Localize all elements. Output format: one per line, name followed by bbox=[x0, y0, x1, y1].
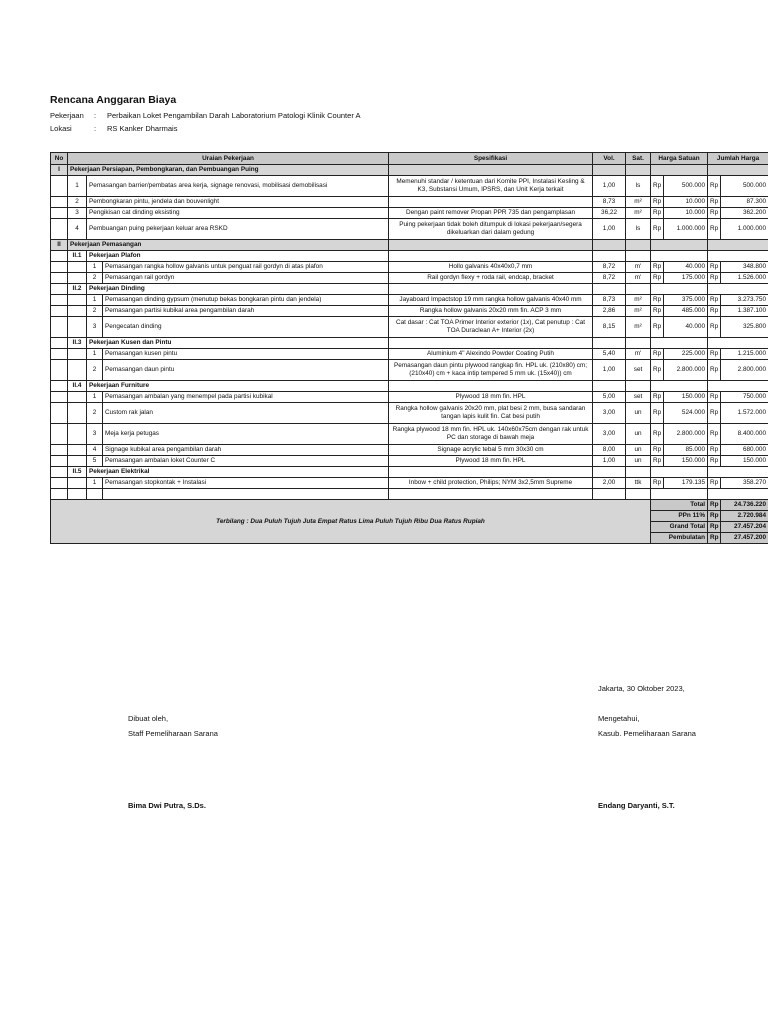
item-harga: 1.000.000 bbox=[664, 219, 708, 240]
item-sat: un bbox=[626, 424, 651, 445]
item-spek: Rangka hollow galvanis 20x20 mm fin. ACP 3 mm bbox=[389, 306, 593, 317]
item-rp: Rp bbox=[651, 403, 664, 424]
item-no: 2 bbox=[87, 403, 103, 424]
item-rp: Rp bbox=[651, 445, 664, 456]
item-vol: 2,00 bbox=[593, 478, 626, 489]
item-rp: Rp bbox=[651, 424, 664, 445]
item-uraian: Pemasangan ambalan yang menempel pada partisi kubikal bbox=[103, 392, 389, 403]
item-rp: Rp bbox=[708, 262, 721, 273]
item-harga: 500.000 bbox=[664, 176, 708, 197]
item-sat: un bbox=[626, 403, 651, 424]
item-rp: Rp bbox=[708, 456, 721, 467]
item-harga: 225.000 bbox=[664, 349, 708, 360]
item-jumlah: 2.800.000 bbox=[721, 360, 768, 381]
spacer-row bbox=[51, 489, 768, 500]
item-rp: Rp bbox=[651, 317, 664, 338]
col-header: Spesifikasi bbox=[389, 153, 593, 165]
item-sat: m² bbox=[626, 317, 651, 338]
subsection-row bbox=[51, 284, 768, 295]
item-vol: 8,73 bbox=[593, 295, 626, 306]
item-no: 1 bbox=[87, 349, 103, 360]
item-spek: Jayaboard Impactstop 19 mm rangka hollow galvanis 40x40 mm bbox=[389, 295, 593, 306]
table-row bbox=[51, 262, 768, 273]
item-vol: 3,00 bbox=[593, 424, 626, 445]
item-rp: Rp bbox=[708, 176, 721, 197]
item-sat: un bbox=[626, 445, 651, 456]
item-uraian: Pembongkaran pintu, jendela dan bouvenlight bbox=[87, 197, 389, 208]
item-rp: Rp bbox=[708, 197, 721, 208]
item-rp: Rp bbox=[651, 176, 664, 197]
item-jumlah: 362.200 bbox=[721, 208, 768, 219]
meta-label: Lokasi bbox=[50, 124, 72, 133]
item-uraian: Pemasangan daun pintu bbox=[103, 360, 389, 381]
item-sat: m² bbox=[626, 208, 651, 219]
item-rp: Rp bbox=[708, 208, 721, 219]
table-row bbox=[51, 176, 768, 197]
subsection-label: Pekerjaan Kusen dan Pintu bbox=[87, 338, 389, 349]
item-harga: 40.000 bbox=[664, 262, 708, 273]
table-header-row bbox=[51, 153, 768, 165]
item-rp: Rp bbox=[708, 306, 721, 317]
ppn-rp: Rp bbox=[708, 511, 721, 522]
item-sat: m' bbox=[626, 262, 651, 273]
table-row bbox=[51, 349, 768, 360]
subsection-label: Pekerjaan Dinding bbox=[87, 284, 389, 295]
table-row bbox=[51, 273, 768, 284]
item-spek: Plywood 18 mm fin. HPL bbox=[389, 392, 593, 403]
table-row bbox=[51, 295, 768, 306]
subsection-no: II.1 bbox=[68, 251, 87, 262]
item-no: 4 bbox=[87, 445, 103, 456]
table-row bbox=[51, 445, 768, 456]
table-row bbox=[51, 424, 768, 445]
item-vol: 1,00 bbox=[593, 456, 626, 467]
item-harga: 175.000 bbox=[664, 273, 708, 284]
item-sat: ls bbox=[626, 219, 651, 240]
grand-total-label: Grand Total bbox=[651, 522, 708, 533]
item-rp: Rp bbox=[651, 197, 664, 208]
item-rp: Rp bbox=[708, 360, 721, 381]
item-spek: Puing pekerjaan tidak boleh ditumpuk di lokasi pekerjaan/segera dikeluarkan dari dalam gedung bbox=[389, 219, 593, 240]
item-jumlah: 1.387.100 bbox=[721, 306, 768, 317]
item-no: 2 bbox=[87, 273, 103, 284]
item-harga: 10.000 bbox=[664, 197, 708, 208]
col-header: Harga Satuan bbox=[651, 153, 708, 165]
item-jumlah: 1.000.000 bbox=[721, 219, 768, 240]
item-no: 1 bbox=[87, 478, 103, 489]
table-row bbox=[51, 219, 768, 240]
item-rp: Rp bbox=[708, 392, 721, 403]
col-header: No bbox=[51, 153, 68, 165]
item-sat: m² bbox=[626, 306, 651, 317]
item-harga: 485.000 bbox=[664, 306, 708, 317]
item-spek: Signage acrylic tebal 5 mm 30x30 cm bbox=[389, 445, 593, 456]
item-rp: Rp bbox=[651, 456, 664, 467]
signature-right-role: Mengetahui, bbox=[598, 714, 640, 723]
item-rp: Rp bbox=[708, 349, 721, 360]
item-harga: 179.135 bbox=[664, 478, 708, 489]
item-vol: 2,86 bbox=[593, 306, 626, 317]
item-no: 4 bbox=[68, 219, 87, 240]
item-spek: Aluminium 4" Alexindo Powder Coating Putih bbox=[389, 349, 593, 360]
item-sat: set bbox=[626, 360, 651, 381]
item-spek: Plywood 18 mm fin. HPL bbox=[389, 456, 593, 467]
item-rp: Rp bbox=[708, 478, 721, 489]
item-no: 1 bbox=[68, 176, 87, 197]
item-no: 3 bbox=[68, 208, 87, 219]
grand-total-rp: Rp bbox=[708, 522, 721, 533]
item-vol: 8,00 bbox=[593, 445, 626, 456]
item-rp: Rp bbox=[708, 403, 721, 424]
item-sat: m² bbox=[626, 295, 651, 306]
item-jumlah: 358.270 bbox=[721, 478, 768, 489]
subsection-no: II.3 bbox=[68, 338, 87, 349]
col-header: Uraian Pekerjaan bbox=[68, 153, 389, 165]
item-sat: ls bbox=[626, 176, 651, 197]
item-spek: Cat dasar : Cat TOA Primer Interior exterior (1x), Cat penutup : Cat TOA Duraclean A+ Interior (2x) bbox=[389, 317, 593, 338]
pembulatan-label: Pembulatan bbox=[651, 533, 708, 544]
section-no: I bbox=[51, 165, 68, 176]
signature-left-role: Dibuat oleh, bbox=[128, 714, 169, 723]
item-rp: Rp bbox=[651, 360, 664, 381]
total-label: Total bbox=[651, 500, 708, 511]
item-harga: 150.000 bbox=[664, 392, 708, 403]
signature-right-name: Endang Daryanti, S.T. bbox=[598, 801, 675, 810]
item-vol: 1,00 bbox=[593, 360, 626, 381]
item-harga: 2.800.000 bbox=[664, 424, 708, 445]
item-vol: 8,72 bbox=[593, 273, 626, 284]
item-vol: 36,22 bbox=[593, 208, 626, 219]
item-vol: 8,73 bbox=[593, 197, 626, 208]
item-spek: Rangka plywood 18 mm fin. HPL uk. 140x60x75cm dengan rak untuk PC dan storage di bawah meja bbox=[389, 424, 593, 445]
item-jumlah: 87.300 bbox=[721, 197, 768, 208]
item-uraian: Pemasangan rail gordyn bbox=[103, 273, 389, 284]
item-spek: Dengan paint remover Propan PPR 735 dan pengamplasan bbox=[389, 208, 593, 219]
item-uraian: Pemasangan barrier/pembatas area kerja, signage renovasi, mobilisasi demobilisasi bbox=[87, 176, 389, 197]
item-uraian: Pengecatan dinding bbox=[103, 317, 389, 338]
item-rp: Rp bbox=[708, 295, 721, 306]
item-harga: 85.000 bbox=[664, 445, 708, 456]
item-sat: m' bbox=[626, 349, 651, 360]
terbilang: Terbilang : Dua Puluh Tujuh Juta Empat Ratus Lima Puluh Tujuh Ribu Dua Ratus Rupiah bbox=[51, 500, 651, 544]
item-no: 1 bbox=[87, 262, 103, 273]
item-uraian: Pemasangan partisi kubikal area pengambilan darah bbox=[103, 306, 389, 317]
item-rp: Rp bbox=[651, 262, 664, 273]
section-row bbox=[51, 165, 768, 176]
ppn-label: PPn 11% bbox=[651, 511, 708, 522]
item-rp: Rp bbox=[708, 317, 721, 338]
item-vol: 5,40 bbox=[593, 349, 626, 360]
item-jumlah: 325.800 bbox=[721, 317, 768, 338]
meta-colon: : bbox=[94, 111, 97, 120]
item-uraian: Pembuangan puing pekerjaan keluar area RSKD bbox=[87, 219, 389, 240]
subsection-label: Pekerjaan Elektrikal bbox=[87, 467, 389, 478]
subsection-no: II.4 bbox=[68, 381, 87, 392]
item-jumlah: 1.572.000 bbox=[721, 403, 768, 424]
item-jumlah: 750.000 bbox=[721, 392, 768, 403]
item-rp: Rp bbox=[651, 219, 664, 240]
item-vol: 1,00 bbox=[593, 176, 626, 197]
item-spek: Rail gordyn flexy + roda rail, endcap, bracket bbox=[389, 273, 593, 284]
pembulatan-value: 27.457.200 bbox=[721, 533, 768, 544]
section-row bbox=[51, 240, 768, 251]
item-no: 2 bbox=[87, 306, 103, 317]
table-row bbox=[51, 392, 768, 403]
subsection-no: II.5 bbox=[68, 467, 87, 478]
total-value: 24.736.220 bbox=[721, 500, 768, 511]
item-spek: Memenuhi standar / ketentuan dari Komite PPI, Instalasi Kesling & K3, Substansi Umum, IPSRS, dan Unit Kerja terkait bbox=[389, 176, 593, 197]
item-vol: 1,00 bbox=[593, 219, 626, 240]
table-row bbox=[51, 478, 768, 489]
item-spek bbox=[389, 197, 593, 208]
item-rp: Rp bbox=[651, 306, 664, 317]
item-uraian: Pemasangan ambalan loket Counter C bbox=[103, 456, 389, 467]
item-rp: Rp bbox=[651, 478, 664, 489]
meta-value: Perbaikan Loket Pengambilan Darah Laboratorium Patologi Klinik Counter A bbox=[107, 111, 361, 120]
item-sat: m' bbox=[626, 273, 651, 284]
item-uraian: Pengikisan cat dinding eksisting bbox=[87, 208, 389, 219]
item-sat: m² bbox=[626, 197, 651, 208]
rab-table bbox=[50, 152, 768, 544]
item-rp: Rp bbox=[651, 295, 664, 306]
meta-label: Pekerjaan bbox=[50, 111, 84, 120]
item-harga: 10.000 bbox=[664, 208, 708, 219]
item-uraian: Pemasangan stopkontak + Instalasi bbox=[103, 478, 389, 489]
table-row bbox=[51, 306, 768, 317]
item-jumlah: 150.000 bbox=[721, 456, 768, 467]
item-harga: 150.000 bbox=[664, 456, 708, 467]
item-rp: Rp bbox=[708, 273, 721, 284]
subsection-row bbox=[51, 251, 768, 262]
item-spek: Pemasangan daun pintu plywood rangkap fin. HPL uk. (210x80) cm; (210x40) cm + kaca intip tempered 5 mm uk. (15x40)) cm bbox=[389, 360, 593, 381]
item-harga: 524.000 bbox=[664, 403, 708, 424]
signature-left-name: Bima Dwi Putra, S.Ds. bbox=[128, 801, 206, 810]
total-rp: Rp bbox=[708, 500, 721, 511]
signature-right-position: Kasub. Pemeliharaan Sarana bbox=[598, 729, 696, 738]
item-vol: 8,15 bbox=[593, 317, 626, 338]
item-no: 2 bbox=[87, 360, 103, 381]
grand-total-value: 27.457.204 bbox=[721, 522, 768, 533]
item-rp: Rp bbox=[651, 349, 664, 360]
subsection-label: Pekerjaan Plafon bbox=[87, 251, 389, 262]
table-row bbox=[51, 360, 768, 381]
table-row bbox=[51, 317, 768, 338]
item-jumlah: 8.400.000 bbox=[721, 424, 768, 445]
section-label: Pekerjaan Persiapan, Pembongkaran, dan Pembuangan Puing bbox=[68, 165, 389, 176]
subsection-label: Pekerjaan Furniture bbox=[87, 381, 389, 392]
document-title: Rencana Anggaran Biaya bbox=[50, 94, 177, 106]
item-vol: 3,00 bbox=[593, 403, 626, 424]
section-no: II bbox=[51, 240, 68, 251]
item-jumlah: 680.000 bbox=[721, 445, 768, 456]
item-no: 1 bbox=[87, 392, 103, 403]
item-jumlah: 1.526.000 bbox=[721, 273, 768, 284]
meta-value: RS Kanker Dharmais bbox=[107, 124, 178, 133]
pembulatan-rp: Rp bbox=[708, 533, 721, 544]
table-row bbox=[51, 456, 768, 467]
item-no: 2 bbox=[68, 197, 87, 208]
item-rp: Rp bbox=[651, 392, 664, 403]
subsection-row bbox=[51, 467, 768, 478]
item-harga: 375.000 bbox=[664, 295, 708, 306]
item-uraian: Meja kerja petugas bbox=[103, 424, 389, 445]
col-header: Jumlah Harga bbox=[708, 153, 768, 165]
item-vol: 8,72 bbox=[593, 262, 626, 273]
subsection-row bbox=[51, 338, 768, 349]
item-vol: 5,00 bbox=[593, 392, 626, 403]
total-row bbox=[51, 500, 768, 511]
item-no: 1 bbox=[87, 295, 103, 306]
item-rp: Rp bbox=[708, 445, 721, 456]
item-spek: Hollo galvanis 40x40x0,7 mm bbox=[389, 262, 593, 273]
item-rp: Rp bbox=[708, 424, 721, 445]
item-rp: Rp bbox=[651, 273, 664, 284]
item-spek: Inbow + child protection, Philips; NYM 3x2,5mm Supreme bbox=[389, 478, 593, 489]
table-row bbox=[51, 208, 768, 219]
item-jumlah: 3.273.750 bbox=[721, 295, 768, 306]
item-spek: Rangka hollow galvanis 20x20 mm, plat besi 2 mm, busa sandaran tangan lapis kulit fin. Cat besi putih bbox=[389, 403, 593, 424]
table-row bbox=[51, 197, 768, 208]
item-jumlah: 348.800 bbox=[721, 262, 768, 273]
signature-left-position: Staff Pemeliharaan Sarana bbox=[128, 729, 218, 738]
item-rp: Rp bbox=[708, 219, 721, 240]
item-sat: un bbox=[626, 456, 651, 467]
table-row bbox=[51, 403, 768, 424]
item-rp: Rp bbox=[651, 208, 664, 219]
col-header: Vol. bbox=[593, 153, 626, 165]
item-uraian: Custom rak jalan bbox=[103, 403, 389, 424]
section-label: Pekerjaan Pemasangan bbox=[68, 240, 389, 251]
item-uraian: Signage kubikal area pengambilan darah bbox=[103, 445, 389, 456]
meta-colon: : bbox=[94, 124, 97, 133]
item-harga: 2.800.000 bbox=[664, 360, 708, 381]
item-jumlah: 1.215.000 bbox=[721, 349, 768, 360]
subsection-no: II.2 bbox=[68, 284, 87, 295]
subsection-row bbox=[51, 381, 768, 392]
col-header: Sat. bbox=[626, 153, 651, 165]
item-harga: 40.000 bbox=[664, 317, 708, 338]
item-uraian: Pemasangan dinding gypsum (menutup bekas bongkaran pintu dan jendela) bbox=[103, 295, 389, 306]
item-sat: ttk bbox=[626, 478, 651, 489]
item-jumlah: 500.000 bbox=[721, 176, 768, 197]
item-no: 5 bbox=[87, 456, 103, 467]
signature-date: Jakarta, 30 Oktober 2023, bbox=[598, 684, 685, 693]
item-no: 3 bbox=[87, 317, 103, 338]
item-uraian: Pemasangan rangka hollow galvanis untuk penguat rail gordyn di atas plafon bbox=[103, 262, 389, 273]
item-no: 3 bbox=[87, 424, 103, 445]
item-uraian: Pemasangan kusen pintu bbox=[103, 349, 389, 360]
ppn-value: 2.720.984 bbox=[721, 511, 768, 522]
item-sat: set bbox=[626, 392, 651, 403]
